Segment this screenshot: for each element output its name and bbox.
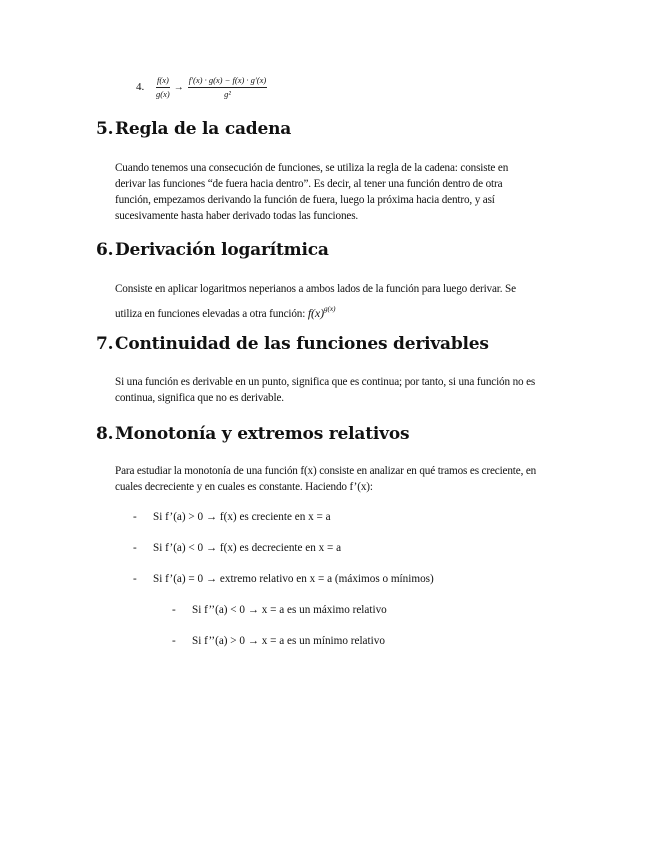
paragraph-line: sucesivamente hasta haber derivado todas las funciones. xyxy=(115,210,359,222)
quotient-rule-formula xyxy=(136,76,267,98)
section-number: 8. xyxy=(96,424,114,444)
section-paragraph-monotonicity xyxy=(115,463,581,495)
rhs-denominator: g² xyxy=(224,88,231,99)
section-heading-continuity xyxy=(96,334,489,354)
bullet-text: Si f’(a) < 0 → f(x) es decreciente en x = a xyxy=(153,542,342,554)
paragraph-line: Cuando tenemos una consecución de funciones, se utiliza la regla de la cadena: consiste en xyxy=(115,162,509,174)
lhs-denominator: g(x) xyxy=(156,88,170,99)
bullet-dash: - xyxy=(133,573,137,585)
section-heading-monotonicity xyxy=(96,424,409,444)
list-item xyxy=(133,542,341,554)
paragraph-line xyxy=(115,301,581,322)
bullet-dash: - xyxy=(172,604,176,616)
power-function-expression xyxy=(308,306,336,320)
paragraph-line: continua, significa que no es derivable. xyxy=(115,392,284,404)
bullet-dash: - xyxy=(133,542,137,554)
paragraph-line: Si una función es derivable en un punto, significa que es continua; por tanto, si una función no es xyxy=(115,376,536,388)
paragraph-line: derivar las funciones “de fuera hacia dentro”. Es decir, al tener una función dentro de otra xyxy=(115,178,503,190)
section-heading-log-derivation xyxy=(96,240,329,260)
paragraph-line: función, empezamos derivando la función de fuera, luego la próxima hacia dentro, y así xyxy=(115,194,495,206)
section-paragraph-log-derivation xyxy=(115,281,581,322)
paragraph-line-text: utiliza en funciones elevadas a otra función: xyxy=(115,308,306,320)
bullet-dash: - xyxy=(172,635,176,647)
section-number: 6. xyxy=(96,240,114,260)
list-item xyxy=(133,511,331,523)
formula-arrow: → xyxy=(173,81,184,93)
section-paragraph-chain-rule xyxy=(115,160,581,224)
paragraph-line: Consiste en aplicar logaritmos neperianos a ambos lados de la función para luego derivar. Se xyxy=(115,283,516,295)
bullet-text: Si f’’(a) < 0 → x = a es un máximo relativo xyxy=(192,604,387,616)
section-heading-chain-rule xyxy=(96,119,291,139)
bullet-text: Si f’’(a) > 0 → x = a es un mínimo relativo xyxy=(192,635,385,647)
paragraph-line: cuales decreciente y en cuales es constante. Haciendo f’(x): xyxy=(115,481,373,493)
sub-list-item xyxy=(172,635,385,647)
formula-number: 4. xyxy=(136,81,145,93)
math-base: f(x) xyxy=(307,306,324,320)
section-title: Derivación logarítmica xyxy=(115,240,329,260)
bullet-dash: - xyxy=(133,511,137,523)
lhs-fraction xyxy=(156,76,170,98)
section-paragraph-continuity xyxy=(115,374,581,406)
bullet-text: Si f’(a) = 0 → extremo relativo en x = a (máximos o mínimos) xyxy=(153,573,434,585)
section-title: Monotonía y extremos relativos xyxy=(115,424,410,444)
rhs-fraction xyxy=(188,76,267,98)
bullet-text: Si f’(a) > 0 → f(x) es creciente en x = a xyxy=(153,511,331,523)
section-title: Regla de la cadena xyxy=(115,119,292,139)
rhs-numerator: f′(x) · g(x) − f(x) · g′(x) xyxy=(188,76,267,88)
section-title: Continuidad de las funciones derivables xyxy=(115,334,489,354)
section-number: 7. xyxy=(96,334,114,354)
section-number: 5. xyxy=(96,119,114,139)
lhs-numerator: f(x) xyxy=(156,76,170,88)
math-exponent: g(x) xyxy=(323,304,336,313)
list-item xyxy=(133,573,434,585)
paragraph-line: Para estudiar la monotonía de una función f(x) consiste en analizar en qué tramos es creciente, en xyxy=(115,465,537,477)
sub-list-item xyxy=(172,604,387,616)
